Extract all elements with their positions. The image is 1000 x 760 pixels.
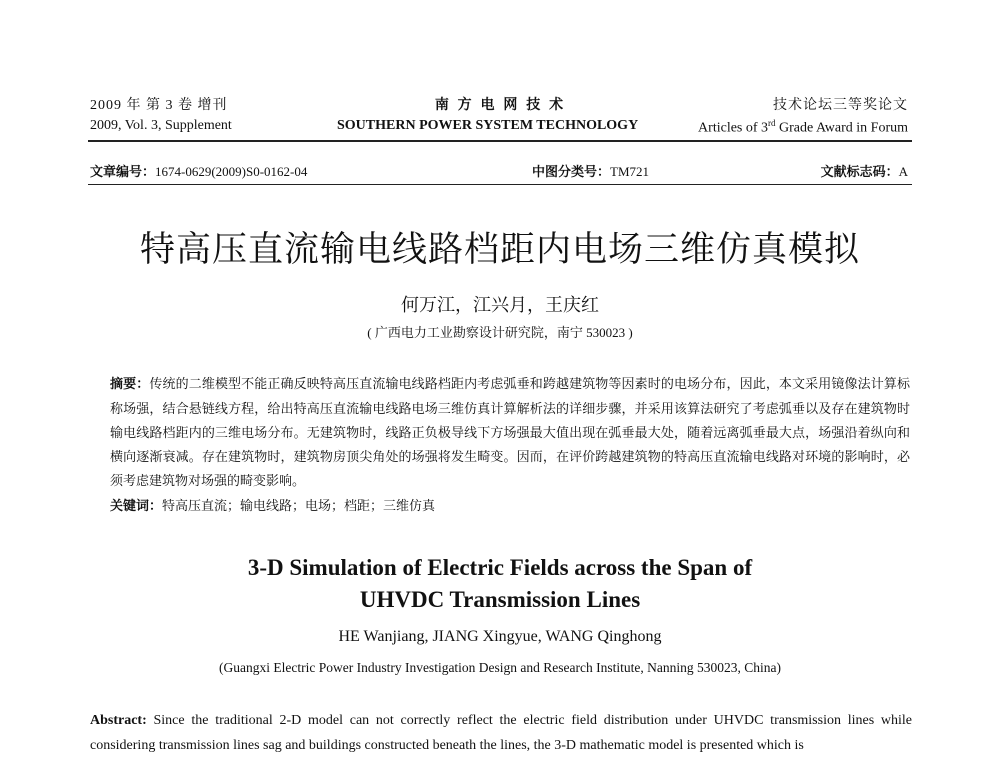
abstract-en-label: Abstract: (90, 713, 147, 728)
keywords-cn-text: 特高压直流；输电线路；电场；档距；三维仿真 (162, 498, 436, 513)
paper-title-cn: 特高压直流输电线路档距内电场三维仿真模拟 (139, 230, 860, 270)
paper-title-en-line2: UHVDC Transmission Lines (359, 587, 641, 612)
keywords-cn-label: 关键词： (110, 499, 163, 514)
abstract-cn-label: 摘要： (110, 377, 150, 392)
award-label-en-pre: Articles of 3 (698, 120, 769, 136)
affiliation-cn: ( 广西电力工业勘察设计研究院，南宁 530023 ) (367, 325, 633, 340)
paper-title-en (0, 552, 1000, 616)
meta-rule (88, 184, 912, 185)
classification-number (532, 161, 649, 180)
abstract-en (90, 708, 912, 758)
classification-label: 中图分类号： (532, 165, 611, 180)
keywords-cn (110, 495, 910, 514)
journal-name-cn: 南 方 电 网 技 术 (434, 97, 566, 113)
article-number-label: 文章编号： (90, 165, 156, 180)
abstract-cn-text: 传统的二维模型不能正确反映特高压直流输电线路档距内考虑弧垂和跨越建筑物等因素时的电场分布，因此，本文采用镜像法计算标称场强，结合悬链线方程，给出特高压直流输电线路电场三维仿真计算解析法的详细步骤，并采用该算法研究了考虑弧垂以及存在建筑物时输电线路档距内的三维电场分布。无建筑物时，线路正负极导线下方场强最大值出现在弧垂最大处，随着远离弧垂最大点，场强沿着纵向和横向逐渐衰减。存在建筑物时，建筑物房顶尖角处的场强将发生畸变。因而，在评价跨越建筑物的特高压直流输电线路对环境的影响时，必须考虑建筑物对场强的畸变影响。 (110, 376, 910, 488)
document-code (821, 161, 908, 180)
article-number (90, 161, 307, 180)
header-rule (88, 140, 912, 142)
document-code-value: A (898, 164, 908, 179)
award-label-en-sup: rd (768, 118, 776, 128)
classification-value: TM721 (610, 164, 650, 179)
authors-en: HE Wanjiang, JIANG Xingyue, WANG Qinghong (338, 628, 662, 645)
journal-name-en: SOUTHERN POWER SYSTEM TECHNOLOGY (337, 118, 639, 133)
journal-issue-cn: 2009 年 第 3 卷 增刊 (90, 98, 228, 113)
award-label-en (698, 118, 908, 137)
document-code-label: 文献标志码： (820, 165, 899, 180)
abstract-cn (110, 372, 910, 493)
paper-title-en-line1: 3-D Simulation of Electric Fields across the Span of (247, 555, 753, 580)
award-label-en-post: Grade Award in Forum (775, 120, 908, 136)
authors-cn: 何万江，江兴月，王庆红 (401, 295, 599, 315)
article-number-value: 1674-0629(2009)S0-0162-04 (155, 164, 308, 179)
journal-issue-en: 2009, Vol. 3, Supplement (90, 118, 232, 133)
award-label-cn: 技术论坛三等奖论文 (773, 98, 908, 113)
abstract-en-text: Since the traditional 2-D model can not correctly reflect the electric field distribution under UHVDC transmission lines while considering transmission lines sag and buildings constructed beneath the lines, the 3-D mathematic model is presented which is (90, 713, 912, 753)
affiliation-en: (Guangxi Electric Power Industry Investigation Design and Research Institute, Nanning 530023, China) (219, 660, 781, 675)
